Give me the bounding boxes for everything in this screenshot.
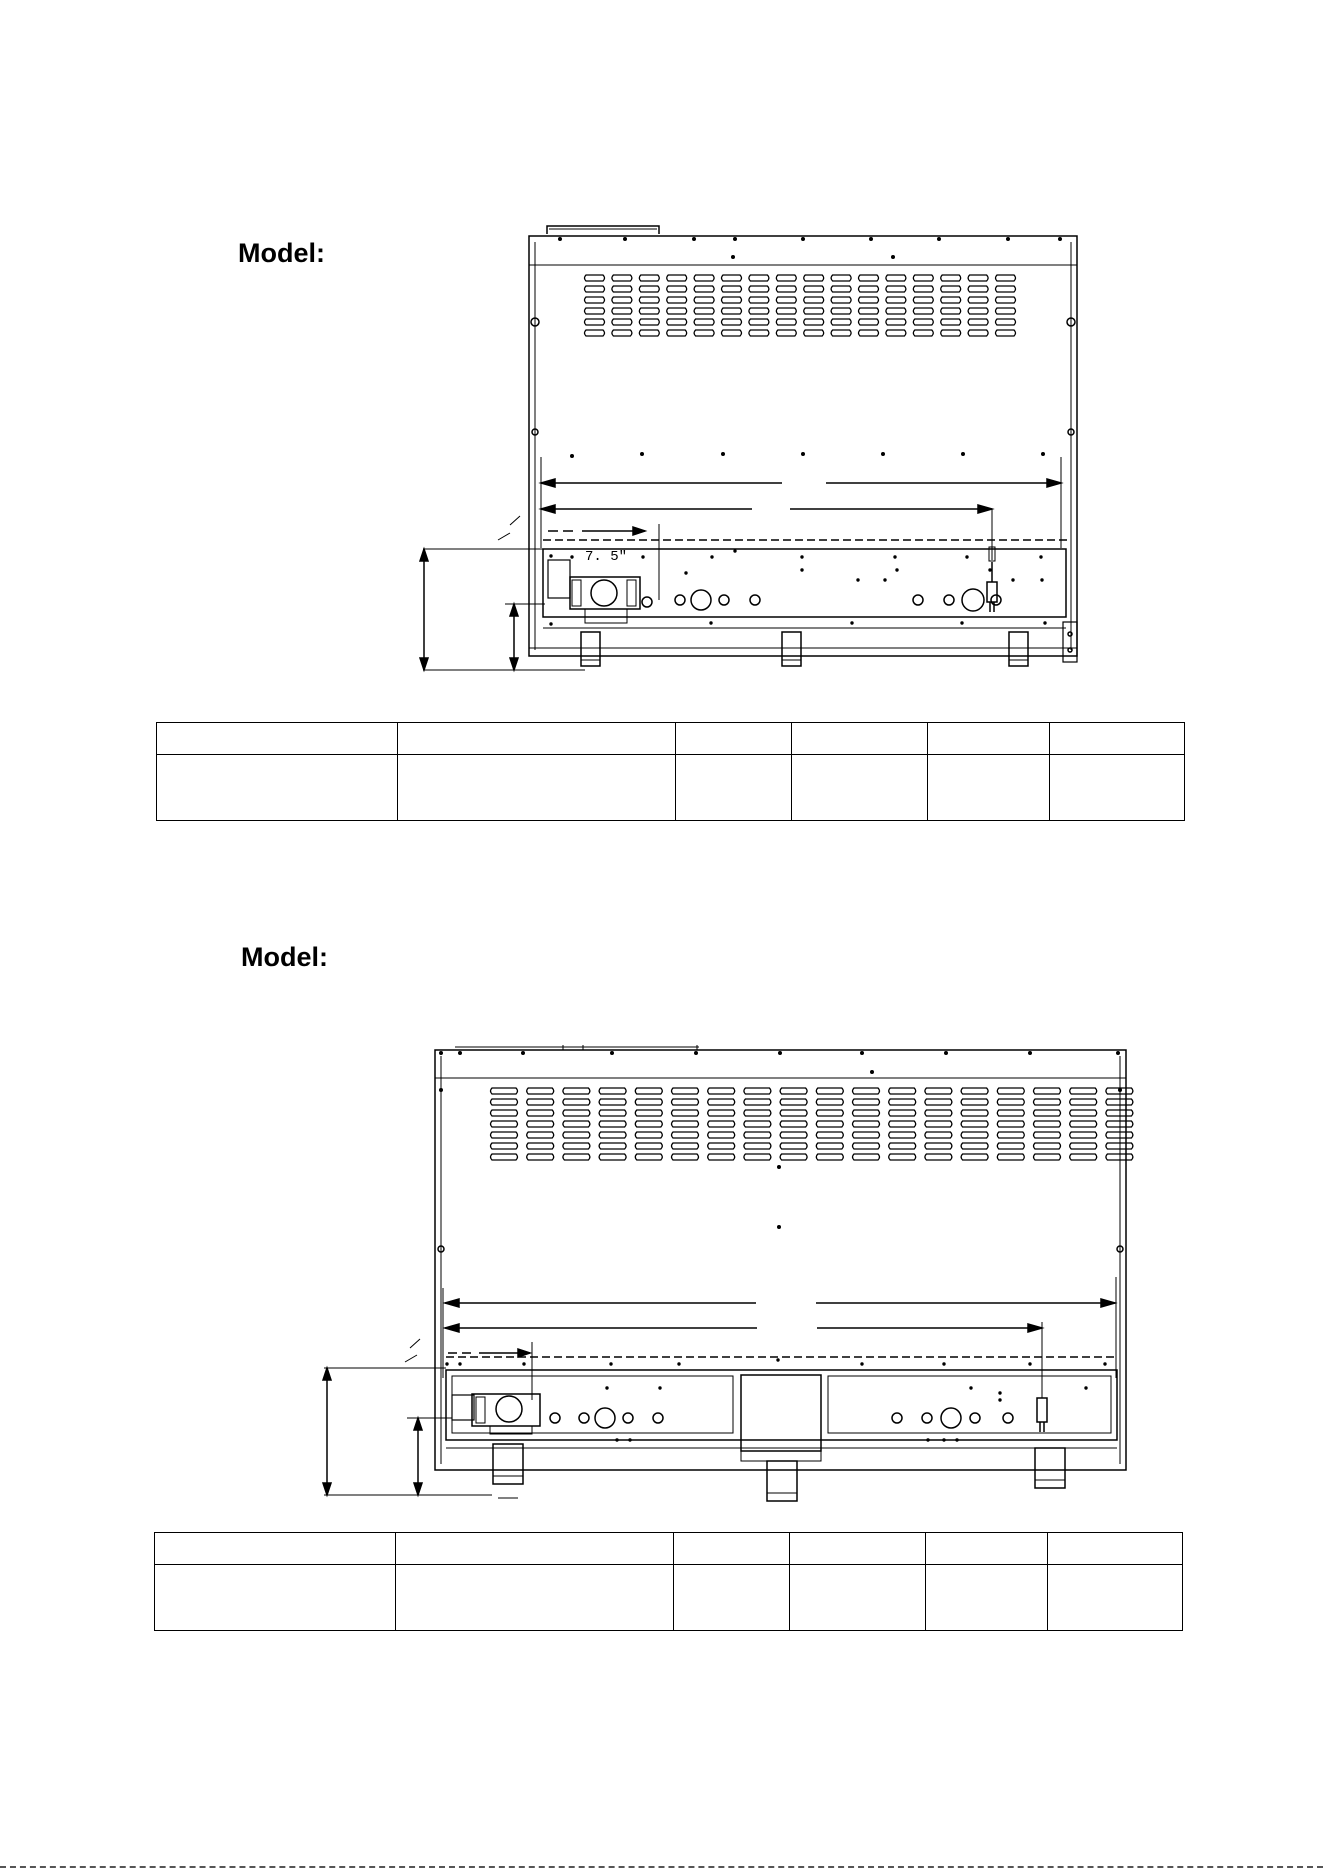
vent-slot: [968, 308, 988, 314]
vent-slot: [776, 308, 796, 314]
vent-slot: [816, 1110, 843, 1116]
vent-slot: [1070, 1121, 1097, 1127]
vent-slot: [961, 1143, 988, 1149]
vent-slot: [612, 286, 632, 292]
vent-slot: [804, 330, 824, 336]
vent-slot: [585, 330, 605, 336]
vent-slot: [889, 1099, 916, 1105]
vent-slot: [997, 1088, 1024, 1094]
vent-slot: [672, 1110, 699, 1116]
spec-table: [156, 722, 1185, 821]
table-header-cell: [928, 723, 1050, 755]
vent-slot: [527, 1088, 554, 1094]
vent-slot: [491, 1143, 518, 1149]
vent-slot: [667, 297, 687, 303]
vent-slot: [780, 1154, 807, 1160]
vent-slot: [996, 297, 1016, 303]
spec-table: [154, 1532, 1183, 1631]
vent-slot: [997, 1121, 1024, 1127]
rear-view-drawing: [0, 0, 1323, 720]
vent-slot: [913, 286, 933, 292]
vent-slot: [997, 1099, 1024, 1105]
vent-slot: [1106, 1121, 1133, 1127]
vent-slot: [1034, 1088, 1061, 1094]
vent-slot: [804, 319, 824, 325]
vent-slot: [1070, 1154, 1097, 1160]
vent-slot: [708, 1110, 735, 1116]
vent-slot: [996, 275, 1016, 281]
vent-slot: [831, 308, 851, 314]
vent-slot: [1106, 1154, 1133, 1160]
vent-slot: [749, 286, 769, 292]
vent-slot: [968, 286, 988, 292]
vent-slot: [635, 1154, 662, 1160]
vent-slot: [708, 1121, 735, 1127]
vent-slot: [1106, 1132, 1133, 1138]
table-header-cell: [1050, 723, 1185, 755]
vent-slot: [913, 330, 933, 336]
vent-slot: [996, 286, 1016, 292]
vent-slot: [708, 1143, 735, 1149]
vent-slot: [599, 1143, 626, 1149]
table-cell: [1048, 1565, 1183, 1631]
vent-slot: [672, 1132, 699, 1138]
vent-slot: [1106, 1110, 1133, 1116]
vent-slot: [889, 1154, 916, 1160]
vent-slot: [527, 1143, 554, 1149]
table-cell: [676, 755, 792, 821]
vent-slot: [708, 1154, 735, 1160]
vent-slot: [563, 1088, 590, 1094]
vent-slot: [853, 1121, 880, 1127]
table-cell: [792, 755, 928, 821]
vent-slot: [961, 1154, 988, 1160]
vent-slot: [599, 1121, 626, 1127]
vent-slot: [968, 297, 988, 303]
vent-slot: [744, 1121, 771, 1127]
vent-slot: [859, 308, 879, 314]
table-header-row: [157, 723, 1185, 755]
vent-slot: [722, 330, 742, 336]
vent-slot: [889, 1132, 916, 1138]
vent-slot: [708, 1099, 735, 1105]
table-cell: [674, 1565, 790, 1631]
vent-slot: [635, 1099, 662, 1105]
vent-slot: [667, 319, 687, 325]
vent-slot: [780, 1099, 807, 1105]
vent-slot: [925, 1143, 952, 1149]
vent-slot: [635, 1121, 662, 1127]
vent-slot: [1070, 1099, 1097, 1105]
vent-slot: [925, 1099, 952, 1105]
model-label: Model:: [241, 942, 328, 972]
table-cell: [398, 755, 676, 821]
vent-slot: [968, 330, 988, 336]
vent-slot: [585, 275, 605, 281]
table-header-row: [155, 1533, 1183, 1565]
vent-slot: [968, 319, 988, 325]
vent-slot: [744, 1088, 771, 1094]
vent-slot: [612, 319, 632, 325]
vent-slot: [1034, 1132, 1061, 1138]
vent-slot: [491, 1121, 518, 1127]
vent-slot: [599, 1099, 626, 1105]
vent-slot: [744, 1132, 771, 1138]
vent-slot: [672, 1154, 699, 1160]
vent-slot: [1034, 1099, 1061, 1105]
vent-slot: [749, 308, 769, 314]
table-header-cell: [926, 1533, 1048, 1565]
vent-slot: [859, 330, 879, 336]
vent-slot: [563, 1099, 590, 1105]
vent-slot: [1070, 1132, 1097, 1138]
vent-slot: [780, 1143, 807, 1149]
vent-slot: [913, 297, 933, 303]
vent-slot: [925, 1132, 952, 1138]
vent-slot: [1070, 1088, 1097, 1094]
vent-slot: [1070, 1143, 1097, 1149]
vent-slot: [941, 308, 961, 314]
vent-slot: [816, 1088, 843, 1094]
vent-slot: [639, 297, 659, 303]
vent-slot: [612, 275, 632, 281]
vent-slot: [563, 1121, 590, 1127]
model-label: Model:: [238, 238, 325, 268]
vent-slot: [744, 1099, 771, 1105]
vent-slot: [776, 286, 796, 292]
vent-slot: [722, 286, 742, 292]
vent-slot: [639, 319, 659, 325]
vent-slot: [491, 1154, 518, 1160]
table-header-cell: [792, 723, 928, 755]
vent-slot: [639, 308, 659, 314]
vent-slot: [527, 1110, 554, 1116]
vent-slot: [997, 1132, 1024, 1138]
vent-slot: [816, 1121, 843, 1127]
vent-slot: [961, 1110, 988, 1116]
vent-slot: [612, 330, 632, 336]
table-row: [157, 755, 1185, 821]
vent-slot: [1034, 1110, 1061, 1116]
vent-slot: [816, 1099, 843, 1105]
vent-slot: [599, 1154, 626, 1160]
vent-slot: [941, 319, 961, 325]
vent-slot: [694, 319, 714, 325]
vent-slot: [941, 286, 961, 292]
table-row: [155, 1565, 1183, 1631]
vent-slot: [639, 275, 659, 281]
table-cell: [396, 1565, 674, 1631]
vent-slot: [672, 1088, 699, 1094]
table-cell: [926, 1565, 1048, 1631]
table-header-cell: [396, 1533, 674, 1565]
vent-slot: [708, 1132, 735, 1138]
vent-slot: [599, 1110, 626, 1116]
vent-slot: [859, 275, 879, 281]
vent-slot: [913, 308, 933, 314]
vent-slot: [749, 319, 769, 325]
vent-slot: [886, 286, 906, 292]
vent-slot: [639, 286, 659, 292]
vent-slot: [776, 297, 796, 303]
vent-slot: [816, 1143, 843, 1149]
vent-slot: [612, 297, 632, 303]
vent-slot: [527, 1099, 554, 1105]
vent-slot: [804, 275, 824, 281]
vent-slot: [722, 319, 742, 325]
vent-slot: [925, 1110, 952, 1116]
vent-slot: [997, 1110, 1024, 1116]
vent-slot: [941, 330, 961, 336]
vent-slot: [853, 1099, 880, 1105]
vent-slot: [563, 1132, 590, 1138]
vent-slot: [635, 1088, 662, 1094]
vent-slot: [780, 1132, 807, 1138]
vent-slot: [527, 1154, 554, 1160]
vent-slot: [853, 1132, 880, 1138]
vent-slot: [886, 308, 906, 314]
vent-slot: [886, 319, 906, 325]
vent-slot: [886, 330, 906, 336]
vent-slot: [694, 330, 714, 336]
vent-slot: [889, 1143, 916, 1149]
vent-slot: [816, 1132, 843, 1138]
vent-slot: [780, 1110, 807, 1116]
vent-slot: [694, 286, 714, 292]
vent-slot: [1106, 1143, 1133, 1149]
vent-slot: [599, 1088, 626, 1094]
vent-slot: [776, 319, 796, 325]
vent-slot: [1034, 1143, 1061, 1149]
vent-slot: [749, 275, 769, 281]
vent-slot: [831, 275, 851, 281]
vent-slot: [694, 297, 714, 303]
table-cell: [155, 1565, 396, 1631]
vent-slot: [859, 297, 879, 303]
vent-slot: [722, 308, 742, 314]
vent-slot: [599, 1132, 626, 1138]
vent-slot: [961, 1132, 988, 1138]
vent-slot: [889, 1110, 916, 1116]
vent-slot: [886, 275, 906, 281]
vent-slot: [744, 1143, 771, 1149]
vent-slot: [961, 1099, 988, 1105]
vent-slot: [889, 1121, 916, 1127]
vent-slot: [672, 1121, 699, 1127]
vent-slot: [831, 330, 851, 336]
vent-slot: [1106, 1099, 1133, 1105]
table-header-cell: [157, 723, 398, 755]
vent-slot: [997, 1154, 1024, 1160]
table-header-cell: [1048, 1533, 1183, 1565]
vent-slot: [968, 275, 988, 281]
table-cell: [157, 755, 398, 821]
vent-slot: [708, 1088, 735, 1094]
vent-slot: [941, 275, 961, 281]
vent-slot: [804, 286, 824, 292]
vent-slot: [491, 1110, 518, 1116]
vent-slot: [694, 308, 714, 314]
vent-slot: [859, 286, 879, 292]
vent-slot: [997, 1143, 1024, 1149]
vent-slot: [831, 286, 851, 292]
vent-slot: [925, 1121, 952, 1127]
vent-slot: [749, 297, 769, 303]
vent-slot: [1034, 1121, 1061, 1127]
vent-slot: [853, 1088, 880, 1094]
vent-slot: [780, 1088, 807, 1094]
vent-slot: [672, 1099, 699, 1105]
vent-slot: [996, 308, 1016, 314]
vent-slot: [913, 275, 933, 281]
vent-slot: [749, 330, 769, 336]
vent-slot: [961, 1121, 988, 1127]
vent-slot: [886, 297, 906, 303]
vent-slot: [667, 330, 687, 336]
table-header-cell: [674, 1533, 790, 1565]
vent-slot: [853, 1110, 880, 1116]
vent-slot: [780, 1121, 807, 1127]
vent-slot: [744, 1110, 771, 1116]
vent-slot: [804, 297, 824, 303]
vent-slot: [961, 1088, 988, 1094]
vent-slot: [491, 1099, 518, 1105]
vent-slot: [853, 1154, 880, 1160]
vent-slot: [563, 1154, 590, 1160]
vent-slot: [925, 1088, 952, 1094]
vent-slot: [491, 1132, 518, 1138]
table-header-cell: [155, 1533, 396, 1565]
table-header-cell: [790, 1533, 926, 1565]
vent-slot: [585, 319, 605, 325]
rear-view-drawing: [0, 1000, 1323, 1520]
vent-slot: [913, 319, 933, 325]
vent-slot: [744, 1154, 771, 1160]
table-cell: [1050, 755, 1185, 821]
vent-slot: [585, 308, 605, 314]
table-cell: [928, 755, 1050, 821]
vent-slot: [776, 330, 796, 336]
vent-slot: [859, 319, 879, 325]
vent-slot: [722, 275, 742, 281]
vent-slot: [585, 297, 605, 303]
vent-slot: [941, 297, 961, 303]
vent-slot: [1034, 1154, 1061, 1160]
vent-slot: [1070, 1110, 1097, 1116]
vent-slot: [831, 319, 851, 325]
vent-slot: [635, 1110, 662, 1116]
vent-slot: [925, 1154, 952, 1160]
page-edge-dashed-line: [0, 1866, 1323, 1868]
vent-slot: [667, 275, 687, 281]
vent-slot: [816, 1154, 843, 1160]
table-cell: [790, 1565, 926, 1631]
dimension-label: 7. 5": [585, 549, 628, 565]
vent-slot: [527, 1121, 554, 1127]
vent-slot: [667, 308, 687, 314]
vent-slot: [667, 286, 687, 292]
vent-slot: [491, 1088, 518, 1094]
vent-slot: [831, 297, 851, 303]
vent-slot: [527, 1132, 554, 1138]
vent-slot: [776, 275, 796, 281]
vent-slot: [804, 308, 824, 314]
vent-slot: [585, 286, 605, 292]
vent-slot: [639, 330, 659, 336]
vent-slot: [853, 1143, 880, 1149]
vent-slot: [722, 297, 742, 303]
table-header-cell: [398, 723, 676, 755]
vent-slot: [612, 308, 632, 314]
vent-slot: [563, 1143, 590, 1149]
vent-slot: [672, 1143, 699, 1149]
table-header-cell: [676, 723, 792, 755]
vent-slot: [635, 1132, 662, 1138]
vent-slot: [694, 275, 714, 281]
vent-slot: [563, 1110, 590, 1116]
vent-slot: [996, 330, 1016, 336]
vent-slot: [889, 1088, 916, 1094]
vent-slot: [996, 319, 1016, 325]
vent-slot: [635, 1143, 662, 1149]
